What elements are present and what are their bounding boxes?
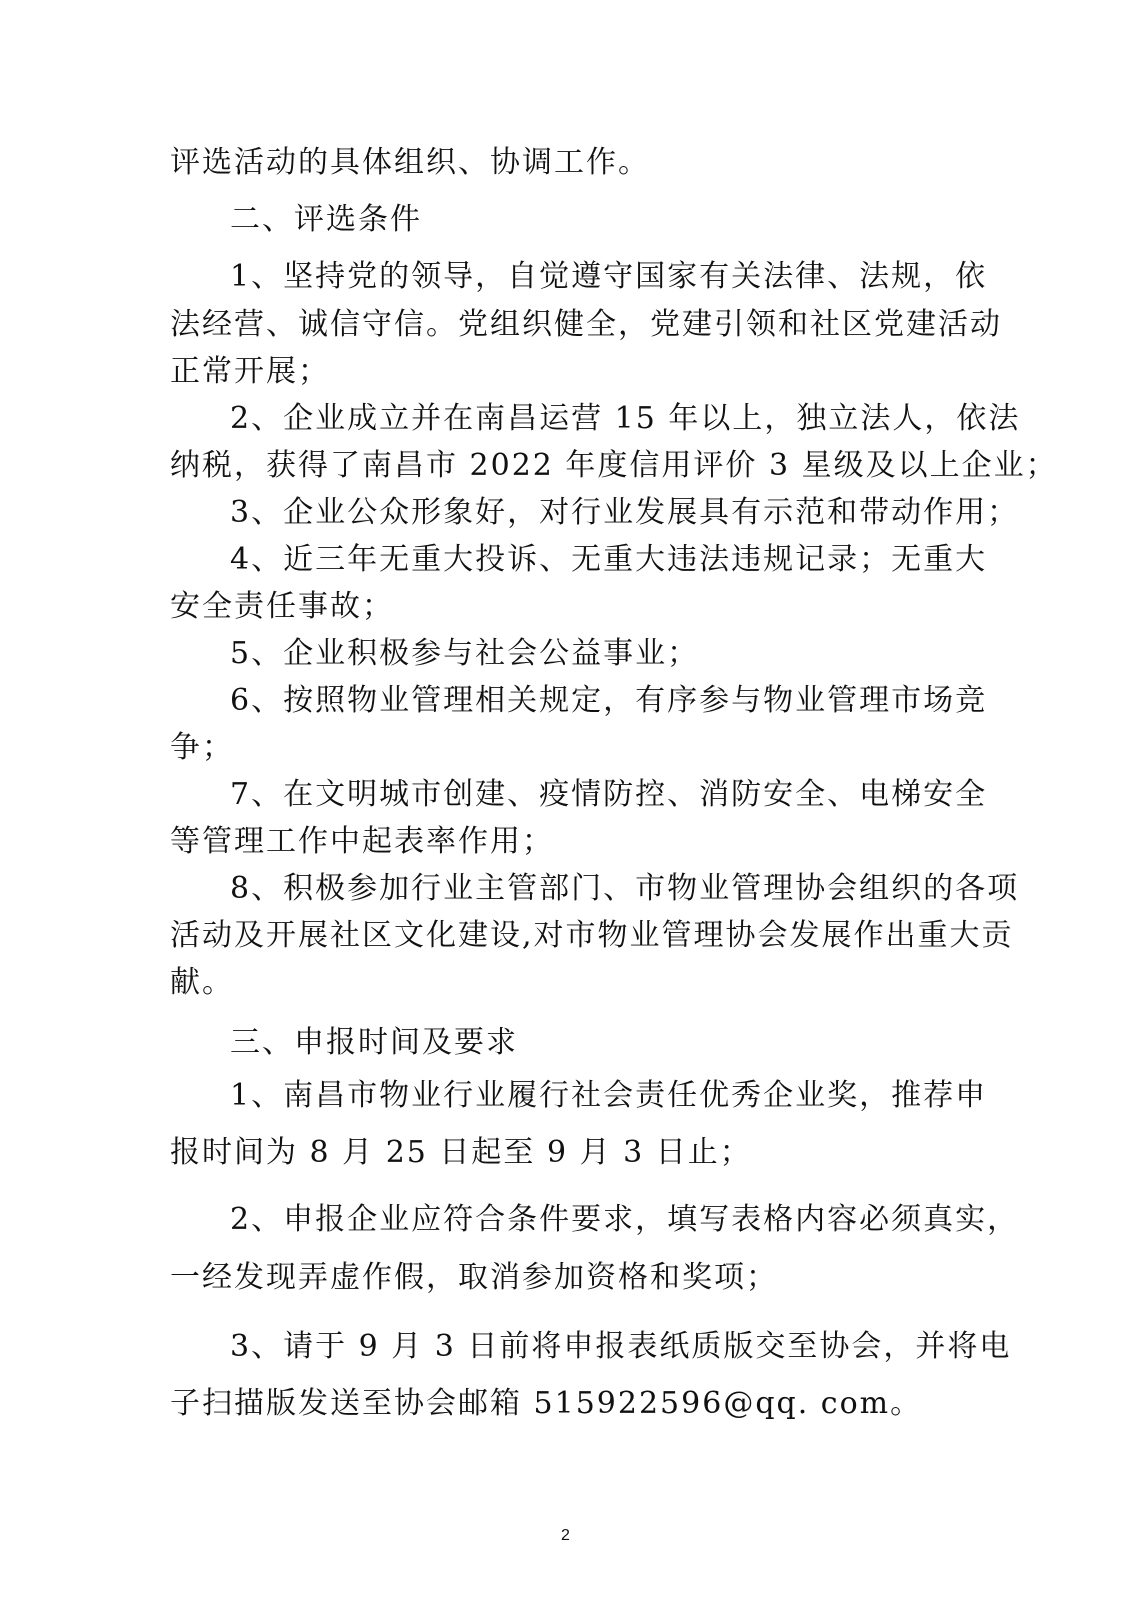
criteria-item-7-line-1: 7、在文明城市创建、疫情防控、消防安全、电梯安全 xyxy=(230,777,988,812)
criteria-item-8-line-1: 8、积极参加行业主管部门、市物业管理协会组织的各项 xyxy=(230,871,1020,906)
application-item-1-line-2: 报时间为 8 月 25 日起至 9 月 3 日止； xyxy=(170,1135,752,1170)
application-item-3-line-1: 3、请于 9 月 3 日前将申报表纸质版交至协会，并将电 xyxy=(230,1329,1012,1364)
application-item-3-line-2: 子扫描版发送至协会邮箱 515922596@qq. com。 xyxy=(170,1386,923,1421)
criteria-item-2-line-1: 2、企业成立并在南昌运营 15 年以上，独立法人，依法 xyxy=(230,401,1021,436)
application-item-1-line-1: 1、南昌市物业行业履行社会责任优秀企业奖，推荐申 xyxy=(230,1078,988,1113)
criteria-item-4-line-2: 安全责任事故； xyxy=(170,589,394,624)
section-heading-criteria: 二、评选条件 xyxy=(230,202,422,237)
body-line-continuation: 评选活动的具体组织、协调工作。 xyxy=(170,145,650,180)
criteria-item-6-line-1: 6、按照物业管理相关规定，有序参与物业管理市场竞 xyxy=(230,683,988,718)
criteria-item-7-line-2: 等管理工作中起表率作用； xyxy=(170,824,554,859)
criteria-item-2-line-2: 纳税，获得了南昌市 2022 年度信用评价 3 星级及以上企业； xyxy=(170,448,1058,483)
criteria-item-1-line-2: 法经营、诚信守信。党组织健全，党建引领和社区党建活动 xyxy=(170,307,1002,342)
section-heading-application: 三、申报时间及要求 xyxy=(230,1025,518,1060)
application-item-2-line-1: 2、申报企业应符合条件要求，填写表格内容必须真实， xyxy=(230,1202,1020,1237)
criteria-item-4-line-1: 4、近三年无重大投诉、无重大违法违规记录；无重大 xyxy=(230,542,988,577)
criteria-item-5: 5、企业积极参与社会公益事业； xyxy=(230,636,700,671)
criteria-item-3: 3、企业公众形象好，对行业发展具有示范和带动作用； xyxy=(230,495,1020,530)
criteria-item-1-line-1: 1、坚持党的领导，自觉遵守国家有关法律、法规，依 xyxy=(230,259,988,294)
criteria-item-8-line-2: 活动及开展社区文化建设,对市物业管理协会发展作出重大贡 xyxy=(170,918,1014,953)
application-item-2-line-2: 一经发现弄虚作假，取消参加资格和奖项； xyxy=(170,1260,778,1295)
page-number: 2 xyxy=(561,1527,570,1544)
criteria-item-8-line-3: 献。 xyxy=(170,965,234,1000)
criteria-item-6-line-2: 争； xyxy=(170,730,234,765)
criteria-item-1-line-3: 正常开展； xyxy=(170,354,330,389)
